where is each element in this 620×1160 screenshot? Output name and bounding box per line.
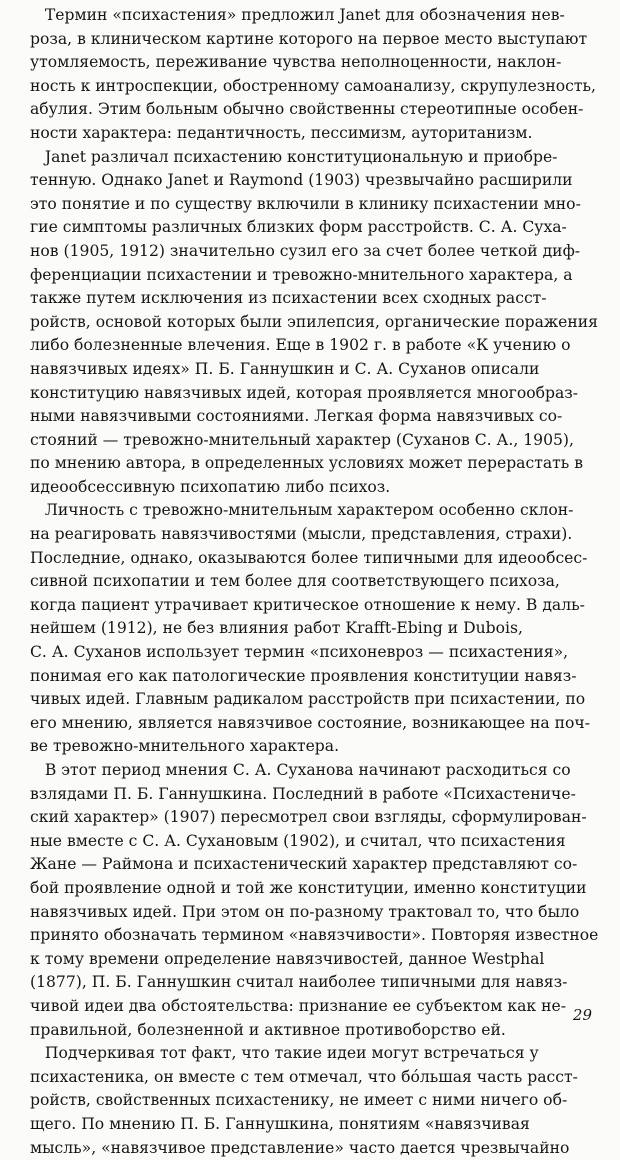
text-line: принято обозначать термином «навязчивости». Повторяя известное <box>30 924 597 948</box>
text-line: Последние, однако, оказываются более типичными для идеообсес- <box>30 547 598 571</box>
text-line: тенную. Однако Janet и Raymond (1903) чрезвычайно расширили <box>30 169 598 193</box>
text-line: правильной, болезненной и активное противоборство ей. <box>30 1019 598 1043</box>
text-line: ройств, основой которых были эпилепсия, органические поражения <box>30 311 597 335</box>
text-line: щего. По мнению П. Б. Ганнушкина, понятиям «навязчивая <box>30 1113 598 1137</box>
text-line: ский характер» (1907) пересмотрел свои взгляды, сформулирован- <box>30 806 598 830</box>
text-line: его мнению, является навязчивое состояние, возникающее на поч- <box>30 712 598 736</box>
text-line: психастеника, он вместе с тем отмечал, что бóльшая часть расст- <box>30 1066 598 1090</box>
text-line: к тому времени определение навязчивостей, данное Westphal <box>30 948 598 972</box>
text-line: ве тревожно-мнительного характера. <box>30 735 598 759</box>
text-line: на реагировать навязчивостями (мысли, представления, страхи). <box>30 523 598 547</box>
text-line: ными навязчивыми состояниями. Легкая форма навязчивых со- <box>30 405 598 429</box>
text-line: либо болезненные влечения. Еще в 1902 г. в работе «К учению о <box>30 334 598 358</box>
text-line: когда пациент утрачивает критическое отношение к нему. В даль- <box>30 594 598 618</box>
text-line: Личность с тревожно-мнительным характером особенно склон- <box>30 499 598 523</box>
text-line: С. А. Суханов использует термин «психоневроз — психастения», <box>30 641 598 665</box>
text-line: навязчивых идей. При этом он по-разному трактовал то, что было <box>30 901 598 925</box>
text-line: по мнению автора, в определенных условиях может перерастать в <box>30 452 598 476</box>
text-line: нов (1905, 1912) значительно сузил его за счет более четкой диф- <box>30 240 598 264</box>
text-line: утомляемость, переживание чувства неполноценности, наклон- <box>30 51 598 75</box>
text-line: Термин «психастения» предложил Janet для обозначения нев- <box>30 4 598 28</box>
text-line: понимая его как патологические проявления конституции навяз- <box>30 665 598 689</box>
text-line: идеообсессивную психопатию либо психоз. <box>30 476 598 500</box>
text-line: гие симптомы различных близких форм расстройств. С. А. Суха- <box>30 216 598 240</box>
text-line: абулия. Этим больным обычно свойственны стереотипные особен- <box>30 98 598 122</box>
text-line: ность к интроспекции, обостренному самоанализу, скрупулезность, <box>30 75 598 99</box>
text-line: ные вместе с С. А. Сухановым (1902), и считал, что психастения <box>30 830 598 854</box>
text-line: роза, в клиническом картине которого на первое место выступают <box>30 28 598 52</box>
text-line: Подчеркивая тот факт, что такие идеи могут встречаться у <box>30 1042 598 1066</box>
text-line: мысль», «навязчивое представление» часто дается чрезвычайно <box>30 1137 598 1160</box>
text-line: ференциации психастении и тревожно-мнительного характера, а <box>30 264 598 288</box>
text-line: (1877), П. Б. Ганнушкин считал наиболее типичными для навяз- <box>30 971 598 995</box>
text-line: навязчивых идеях» П. Б. Ганнушкин и С. А. Суханов описали <box>30 358 598 382</box>
text-line: Janet различал психастению конституциональную и приобре- <box>30 146 598 170</box>
page-number: 29 <box>573 1006 592 1024</box>
text-line: взлядами П. Б. Ганнушкина. Последний в работе «Психастениче- <box>30 783 598 807</box>
text-line: конституцию навязчивых идей, которая проявляется многообраз- <box>30 382 598 406</box>
text-line: чивых идей. Главным радикалом расстройств при психастении, по <box>30 688 598 712</box>
text-line: В этот период мнения С. А. Суханова начинают расходиться со <box>30 759 598 783</box>
text-line: нейшем (1912), не без влияния работ Krafft-Ebing и Dubois, <box>30 617 598 641</box>
text-line: также путем исключения из психастении всех сходных расст- <box>30 287 598 311</box>
text-line: ности характера: педантичность, пессимизм, аутоританизм. <box>30 122 598 146</box>
text-line: это понятие и по существу включили в клинику психастении мно- <box>30 193 598 217</box>
text-line: ройств, свойственных психастенику, не имеет с ними ничего об- <box>30 1089 598 1113</box>
text-line: бой проявление одной и той же конституции, именно конституции <box>30 877 598 901</box>
text-line: стояний — тревожно-мнительный характер (Суханов С. А., 1905), <box>30 429 598 453</box>
text-line: Жане — Раймона и психастенический характер представляют со- <box>30 853 598 877</box>
body-text <box>30 4 598 1160</box>
text-line: чивой идеи два обстоятельства: признание ее субъектом как не- <box>30 995 598 1019</box>
text-line: сивной психопатии и тем более для соответствующего психоза, <box>30 570 598 594</box>
